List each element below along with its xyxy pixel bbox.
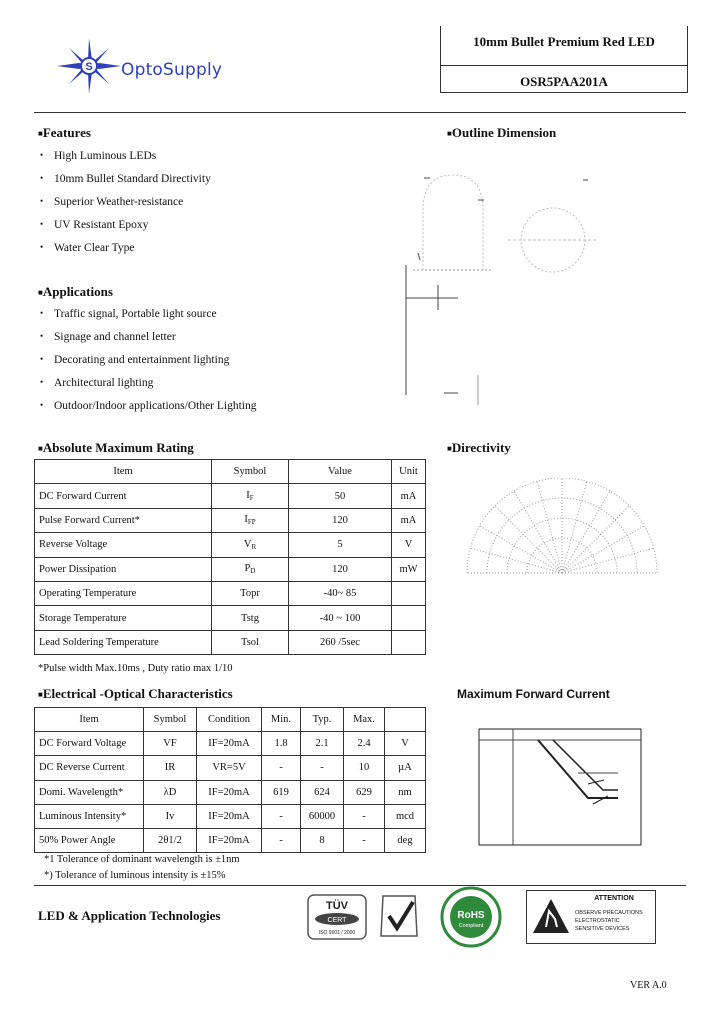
cell-value: 50 [289, 484, 392, 508]
cell-item: Operating Temperature [35, 581, 212, 605]
part-number: OSR5PAA201A [520, 74, 608, 89]
cell-min: 619 [262, 780, 301, 804]
cell-typ: 60000 [301, 804, 344, 828]
cell-value: 120 [289, 557, 392, 581]
col-header: Symbol [212, 460, 289, 484]
list-item: • Superior Weather-resistance [40, 196, 211, 219]
company-name: LED & Application Technologies [38, 908, 221, 923]
version-label: VER A.0 [630, 980, 667, 991]
col-header: Max. [344, 708, 385, 732]
svg-text:ISO 9001 / 2000: ISO 9001 / 2000 [318, 930, 356, 936]
amr-table [34, 459, 426, 655]
cell-item: Luminous Intensity* [35, 804, 144, 828]
cell-unit: V [392, 533, 426, 557]
svg-text:S: S [85, 61, 93, 73]
list-item: • Water Clear Type [40, 242, 211, 265]
cell-unit: nm [385, 780, 426, 804]
cell-unit [392, 581, 426, 605]
svg-text:RoHS: RoHS [457, 910, 485, 921]
esd-warning-icon [531, 897, 571, 937]
col-header: Typ. [301, 708, 344, 732]
cell-symbol: λD [144, 780, 197, 804]
mfc-heading: Maximum Forward Current [457, 687, 610, 701]
outline-heading: ■Outline Dimension [447, 125, 557, 140]
cell-symbol: VR [212, 533, 289, 557]
col-header: Min. [262, 708, 301, 732]
cell-unit: mcd [385, 804, 426, 828]
cell-min: - [262, 756, 301, 780]
table-row [35, 732, 426, 756]
cell-max: 629 [344, 780, 385, 804]
attention-line: ELECTROSTATIC [575, 918, 620, 924]
cell-min: 1.8 [262, 732, 301, 756]
cell-symbol: IF [212, 484, 289, 508]
table-row [35, 581, 426, 605]
cell-symbol: Iv [144, 804, 197, 828]
attention-title: ATTENTION [594, 895, 634, 902]
table-header-row [35, 460, 426, 484]
cell-condition: IF=20mA [197, 732, 262, 756]
svg-text:TÜV: TÜV [326, 900, 348, 912]
eoc-heading: ■Electrical -Optical Characteristics [38, 686, 233, 701]
star-logo-icon [55, 36, 125, 96]
list-item: • UV Resistant Epoxy [40, 219, 211, 242]
cell-typ: - [301, 756, 344, 780]
rohs-badge [436, 886, 506, 948]
cell-symbol: Tsol [212, 630, 289, 654]
attention-lines [575, 909, 643, 933]
cell-unit [392, 606, 426, 630]
cell-symbol: 2θ1/2 [144, 828, 197, 852]
cell-condition: IF=20mA [197, 828, 262, 852]
cell-symbol: IFP [212, 508, 289, 532]
cell-min: - [262, 828, 301, 852]
cell-condition: IF=20mA [197, 780, 262, 804]
cell-item: DC Forward Voltage [35, 732, 144, 756]
svg-text:CERT: CERT [327, 917, 347, 924]
cell-unit: mW [392, 557, 426, 581]
footer-divider [34, 885, 686, 886]
eoc-table [34, 707, 426, 853]
mfc-chart [478, 728, 643, 848]
cell-max: - [344, 804, 385, 828]
directivity-chart [462, 478, 662, 578]
brand-name: OptoSupply [121, 60, 223, 80]
amr-heading: ■Absolute Maximum Rating [38, 440, 194, 455]
tuv-cert-badge [305, 892, 370, 944]
col-header: Item [35, 460, 212, 484]
cell-symbol: IR [144, 756, 197, 780]
applications-list [40, 308, 257, 423]
cell-unit: mA [392, 508, 426, 532]
svg-text:Compliant: Compliant [458, 923, 484, 929]
cell-unit: µA [385, 756, 426, 780]
col-header: Unit [392, 460, 426, 484]
features-heading: ■Features [38, 125, 91, 140]
list-item: • Architectural lighting [40, 377, 257, 400]
col-header: Value [289, 460, 392, 484]
cell-min: - [262, 804, 301, 828]
cell-condition: IF=20mA [197, 804, 262, 828]
cell-value: -40 ~ 100 [289, 606, 392, 630]
cell-value: 260 /5sec [289, 630, 392, 654]
table-row [35, 557, 426, 581]
cell-unit: mA [392, 484, 426, 508]
table-row [35, 756, 426, 780]
features-list [40, 150, 211, 265]
cell-value: -40~ 85 [289, 581, 392, 605]
esd-attention-label [526, 890, 656, 944]
table-row [35, 780, 426, 804]
cell-item: 50% Power Angle [35, 828, 144, 852]
attention-line: SENSITIVE DEVICES [575, 926, 630, 932]
table-row [35, 804, 426, 828]
table-row [35, 630, 426, 654]
list-item: • Outdoor/Indoor applications/Other Lighting [40, 400, 257, 423]
col-header: Symbol [144, 708, 197, 732]
cell-item: Pulse Forward Current* [35, 508, 212, 532]
cell-item: Storage Temperature [35, 606, 212, 630]
table-row [35, 508, 426, 532]
title-divider [441, 65, 687, 66]
cell-typ: 624 [301, 780, 344, 804]
cell-item: Domi. Wavelength* [35, 780, 144, 804]
col-header: Condition [197, 708, 262, 732]
list-item: • 10mm Bullet Standard Directivity [40, 173, 211, 196]
cell-value: 5 [289, 533, 392, 557]
list-item: • Traffic signal, Portable light source [40, 308, 257, 331]
col-header [385, 708, 426, 732]
cell-symbol: PD [212, 557, 289, 581]
cell-max: - [344, 828, 385, 852]
title-box [440, 26, 688, 93]
applications-heading: ■Applications [38, 284, 113, 299]
table-row [35, 606, 426, 630]
cell-typ: 2.1 [301, 732, 344, 756]
cell-typ: 8 [301, 828, 344, 852]
eoc-note-1: *1 Tolerance of dominant wavelength is ±1nm [44, 854, 240, 865]
cell-unit: V [385, 732, 426, 756]
attention-line: OBSERVE PRECAUTIONS [575, 910, 643, 916]
cell-item: Lead Soldering Temperature [35, 630, 212, 654]
list-item: • Decorating and entertainment lighting [40, 354, 257, 377]
directivity-heading: ■Directivity [447, 440, 511, 455]
brand-logo [55, 36, 275, 96]
product-title: 10mm Bullet Premium Red LED [473, 34, 655, 49]
cell-max: 10 [344, 756, 385, 780]
cell-condition: VR=5V [197, 756, 262, 780]
cell-symbol: VF [144, 732, 197, 756]
list-item: • Signage and channel letter [40, 331, 257, 354]
amr-note: *Pulse width Max.10ms , Duty ratio max 1/10 [38, 663, 233, 674]
cell-symbol: Tstg [212, 606, 289, 630]
col-header: Item [35, 708, 144, 732]
cell-item: Power Dissipation [35, 557, 212, 581]
cell-unit: deg [385, 828, 426, 852]
table-row [35, 484, 426, 508]
certified-check-badge [375, 890, 423, 942]
eoc-note-2: *) Tolerance of luminous intensity is ±15% [44, 870, 226, 881]
cell-unit [392, 630, 426, 654]
outline-drawing [398, 165, 618, 415]
cell-item: DC Forward Current [35, 484, 212, 508]
top-divider [34, 112, 686, 113]
cell-value: 120 [289, 508, 392, 532]
cell-symbol: Topr [212, 581, 289, 605]
table-row [35, 828, 426, 852]
cell-item: Reverse Voltage [35, 533, 212, 557]
cell-item: DC Reverse Current [35, 756, 144, 780]
table-header-row [35, 708, 426, 732]
list-item: • High Luminous LEDs [40, 150, 211, 173]
cell-max: 2.4 [344, 732, 385, 756]
table-row [35, 533, 426, 557]
